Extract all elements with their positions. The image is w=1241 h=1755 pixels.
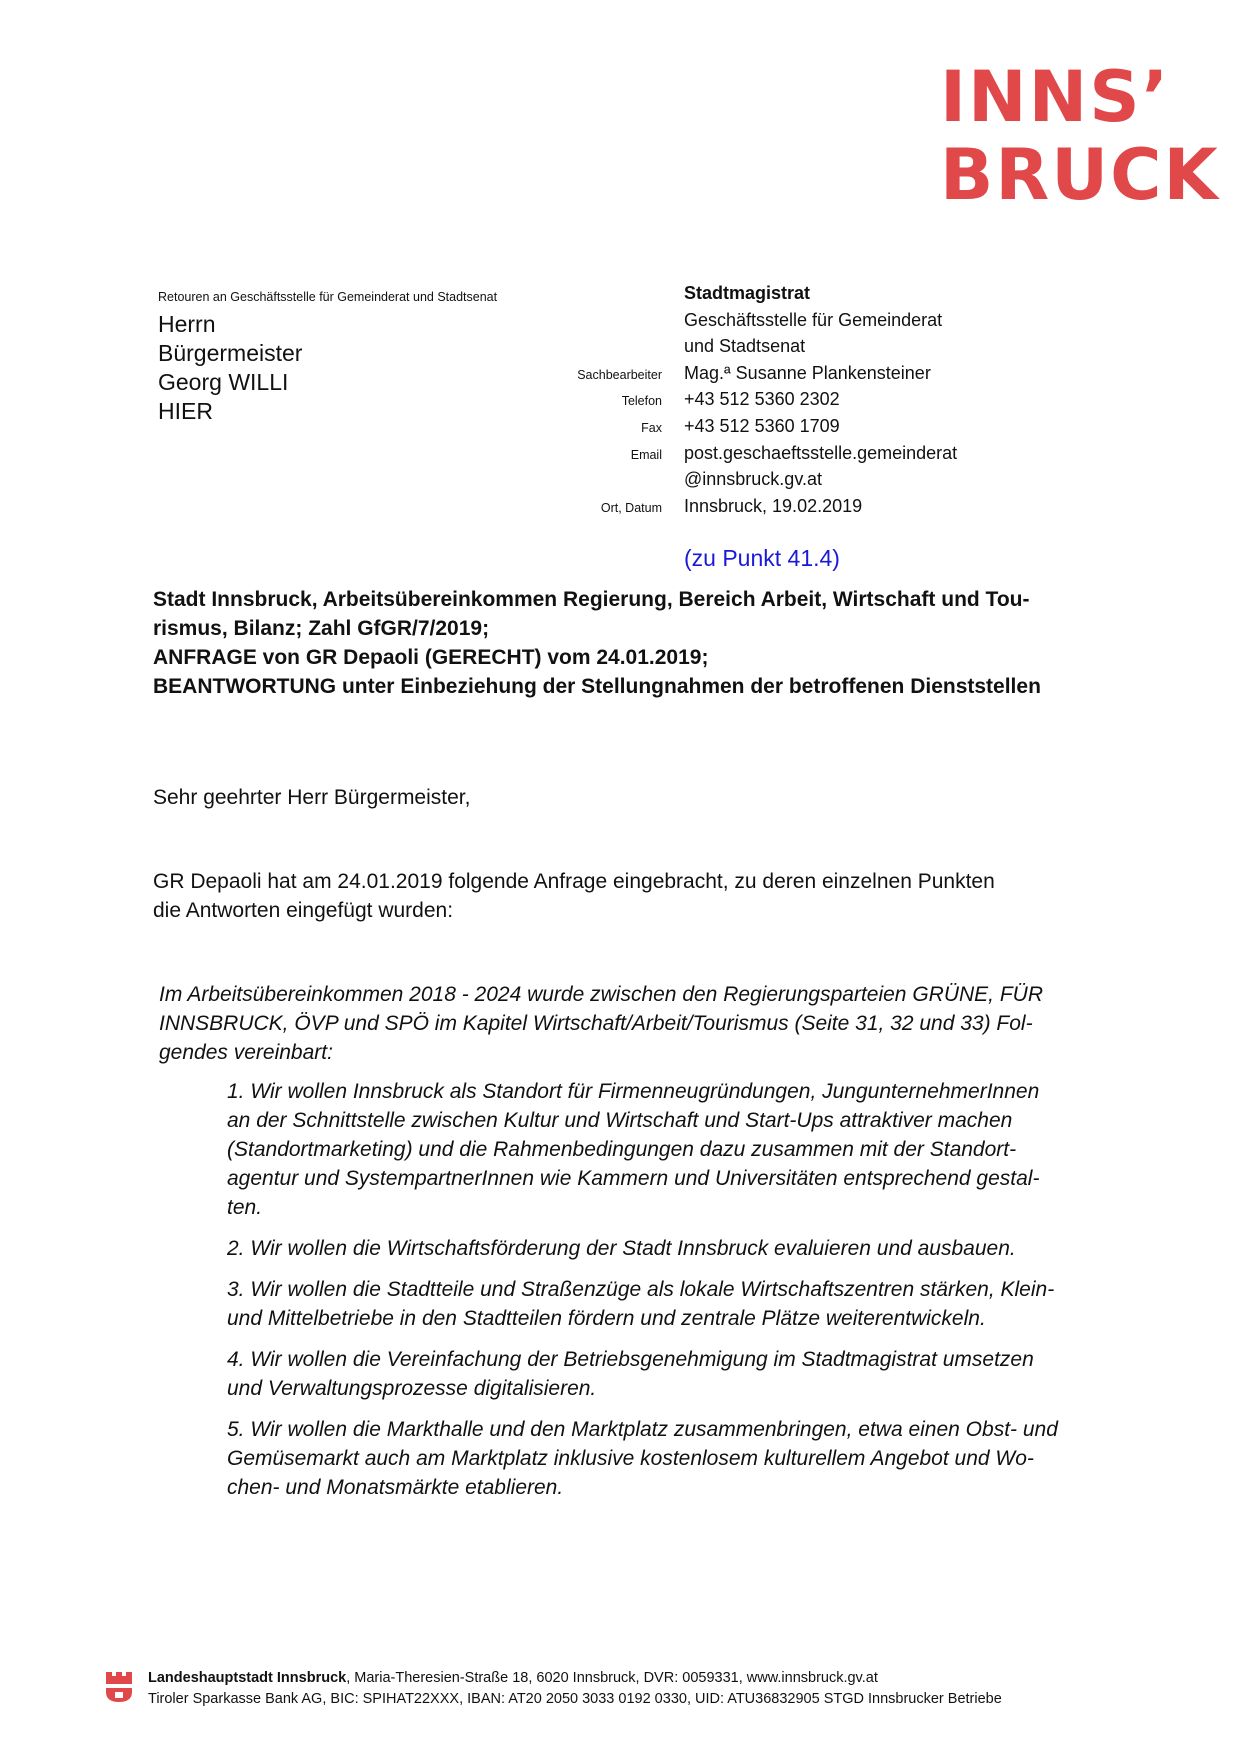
sender-row-dept-2	[560, 336, 1010, 363]
email-line-2: @innsbruck.gv.at	[684, 469, 822, 490]
sender-row-phone	[560, 389, 1010, 416]
recipient-line: Bürgermeister	[158, 340, 303, 366]
sender-org: Stadtmagistrat	[684, 283, 811, 303]
sender-block	[560, 283, 1010, 522]
clerk-label: Sachbearbeiter	[577, 367, 662, 382]
recipient-block	[158, 310, 302, 426]
recipient-line: Georg WILLI	[158, 369, 289, 395]
fax-label: Fax	[641, 420, 662, 435]
city-emblem-icon	[104, 1670, 134, 1704]
sender-row-org	[560, 283, 1010, 310]
phone-number: +43 512 5360 2302	[684, 389, 840, 410]
sender-row-fax	[560, 416, 1010, 443]
subject-line: ANFRAGE von GR Depaoli (GERECHT) vom 24.01.2019;	[153, 646, 709, 669]
sender-row-dept-1	[560, 310, 1010, 337]
sender-row-email-2	[560, 469, 1010, 496]
agreement-list	[227, 1077, 1147, 1514]
recipient-line: Herrn	[158, 311, 216, 337]
logo-line-2: BRUCK	[940, 134, 1220, 216]
list-item-line: und Verwaltungsprozesse digitalisieren.	[227, 1377, 597, 1400]
innsbruck-logo	[940, 56, 1220, 216]
list-item-line: (Standortmarketing) und die Rahmenbedingungen dazu zusammen mit der Standort-	[227, 1138, 1017, 1161]
email-label: Email	[630, 447, 662, 462]
list-item-line: 4. Wir wollen die Vereinfachung der Betriebsgenehmigung im Stadtmagistrat umsetzen	[227, 1348, 1034, 1371]
list-item	[227, 1077, 1147, 1222]
quote-line: gendes vereinbart:	[159, 1041, 333, 1064]
agenda-reference: (zu Punkt 41.4)	[684, 545, 840, 571]
logo-line-1: INNS’	[940, 56, 1171, 138]
subject-block	[153, 585, 1133, 701]
list-item-line: Gemüsemarkt auch am Marktplatz inklusive kostenlosem kulturellem Angebot und Wo-	[227, 1447, 1034, 1470]
sender-row-clerk	[560, 363, 1010, 390]
intro-line: die Antworten eingefügt wurden:	[153, 899, 454, 922]
sender-dept-line-1: Geschäftsstelle für Gemeinderat	[684, 309, 943, 330]
list-item-line: an der Schnittstelle zwischen Kultur und Wirtschaft und Start-Ups attraktiver machen	[227, 1109, 1013, 1132]
recipient-line: HIER	[158, 398, 213, 424]
return-address-line: Retouren an Geschäftsstelle für Gemeinderat und Stadtsenat	[158, 290, 498, 304]
list-item-line: 1. Wir wollen Innsbruck als Standort für Firmenneugründungen, JungunternehmerInnen	[227, 1080, 1040, 1103]
list-item-line: agentur und SystempartnerInnen wie Kammern und Universitäten entsprechend gestal-	[227, 1167, 1040, 1190]
subject-line: Stadt Innsbruck, Arbeitsübereinkommen Regierung, Bereich Arbeit, Wirtschaft und Tou-	[153, 588, 1030, 611]
intro-line: GR Depaoli hat am 24.01.2019 folgende Anfrage eingebracht, zu deren einzelnen Punkten	[153, 870, 995, 893]
quote-line: Im Arbeitsübereinkommen 2018 - 2024 wurde zwischen den Regierungsparteien GRÜNE, FÜR	[159, 983, 1043, 1006]
clerk-name: Mag.ª Susanne Plankensteiner	[684, 362, 931, 383]
sender-row-date	[560, 496, 1010, 523]
subject-line: rismus, Bilanz; Zahl GfGR/7/2019;	[153, 617, 490, 640]
footer-city-name: Landeshauptstadt Innsbruck	[148, 1670, 347, 1686]
footer-address: , Maria-Theresien-Straße 18, 6020 Innsbruck, DVR: 0059331, www.innsbruck.gv.at	[346, 1670, 878, 1686]
list-item-line: ten.	[227, 1196, 263, 1219]
list-item	[227, 1275, 1147, 1333]
subject-line: BEANTWORTUNG unter Einbeziehung der Stellungnahmen der betroffenen Dienststellen	[153, 675, 1041, 698]
list-item-line: 5. Wir wollen die Markthalle und den Marktplatz zusammenbringen, etwa einen Obst- und	[227, 1418, 1058, 1441]
list-item-line: 2. Wir wollen die Wirtschaftsförderung der Stadt Innsbruck evaluieren und ausbauen.	[227, 1237, 1016, 1260]
sender-dept-line-2: und Stadtsenat	[684, 336, 806, 357]
list-item	[227, 1234, 1147, 1263]
footer-line-1	[148, 1668, 1002, 1689]
footer-line-2: Tiroler Sparkasse Bank AG, BIC: SPIHAT22XXX, IBAN: AT20 2050 3033 0192 0330, UID: ATU36832905 STGD Innsbrucker Betriebe	[148, 1691, 1002, 1707]
fax-number: +43 512 5360 1709	[684, 415, 840, 436]
footer	[148, 1668, 1002, 1710]
phone-label: Telefon	[621, 394, 662, 409]
quote-line: INNSBRUCK, ÖVP und SPÖ im Kapitel Wirtschaft/Arbeit/Tourismus (Seite 31, 32 und 33) Fol-	[159, 1012, 1033, 1035]
list-item-line: 3. Wir wollen die Stadtteile und Straßenzüge als lokale Wirtschaftszentren stärken, Klein-	[227, 1278, 1055, 1301]
intro-paragraph	[153, 867, 1133, 925]
email-line-1: post.geschaeftsstelle.gemeinderat	[684, 442, 958, 463]
sender-row-email	[560, 443, 1010, 470]
list-item	[227, 1345, 1147, 1403]
place-date: Innsbruck, 19.02.2019	[684, 495, 863, 516]
list-item	[227, 1415, 1147, 1502]
date-label: Ort, Datum	[600, 500, 662, 515]
list-item-line: und Mittelbetriebe in den Stadtteilen fördern und zentrale Plätze weiterentwickeln.	[227, 1307, 986, 1330]
salutation: Sehr geehrter Herr Bürgermeister,	[153, 786, 471, 809]
list-item-line: chen- und Monatsmärkte etablieren.	[227, 1476, 564, 1499]
quoted-paragraph	[159, 980, 1139, 1067]
